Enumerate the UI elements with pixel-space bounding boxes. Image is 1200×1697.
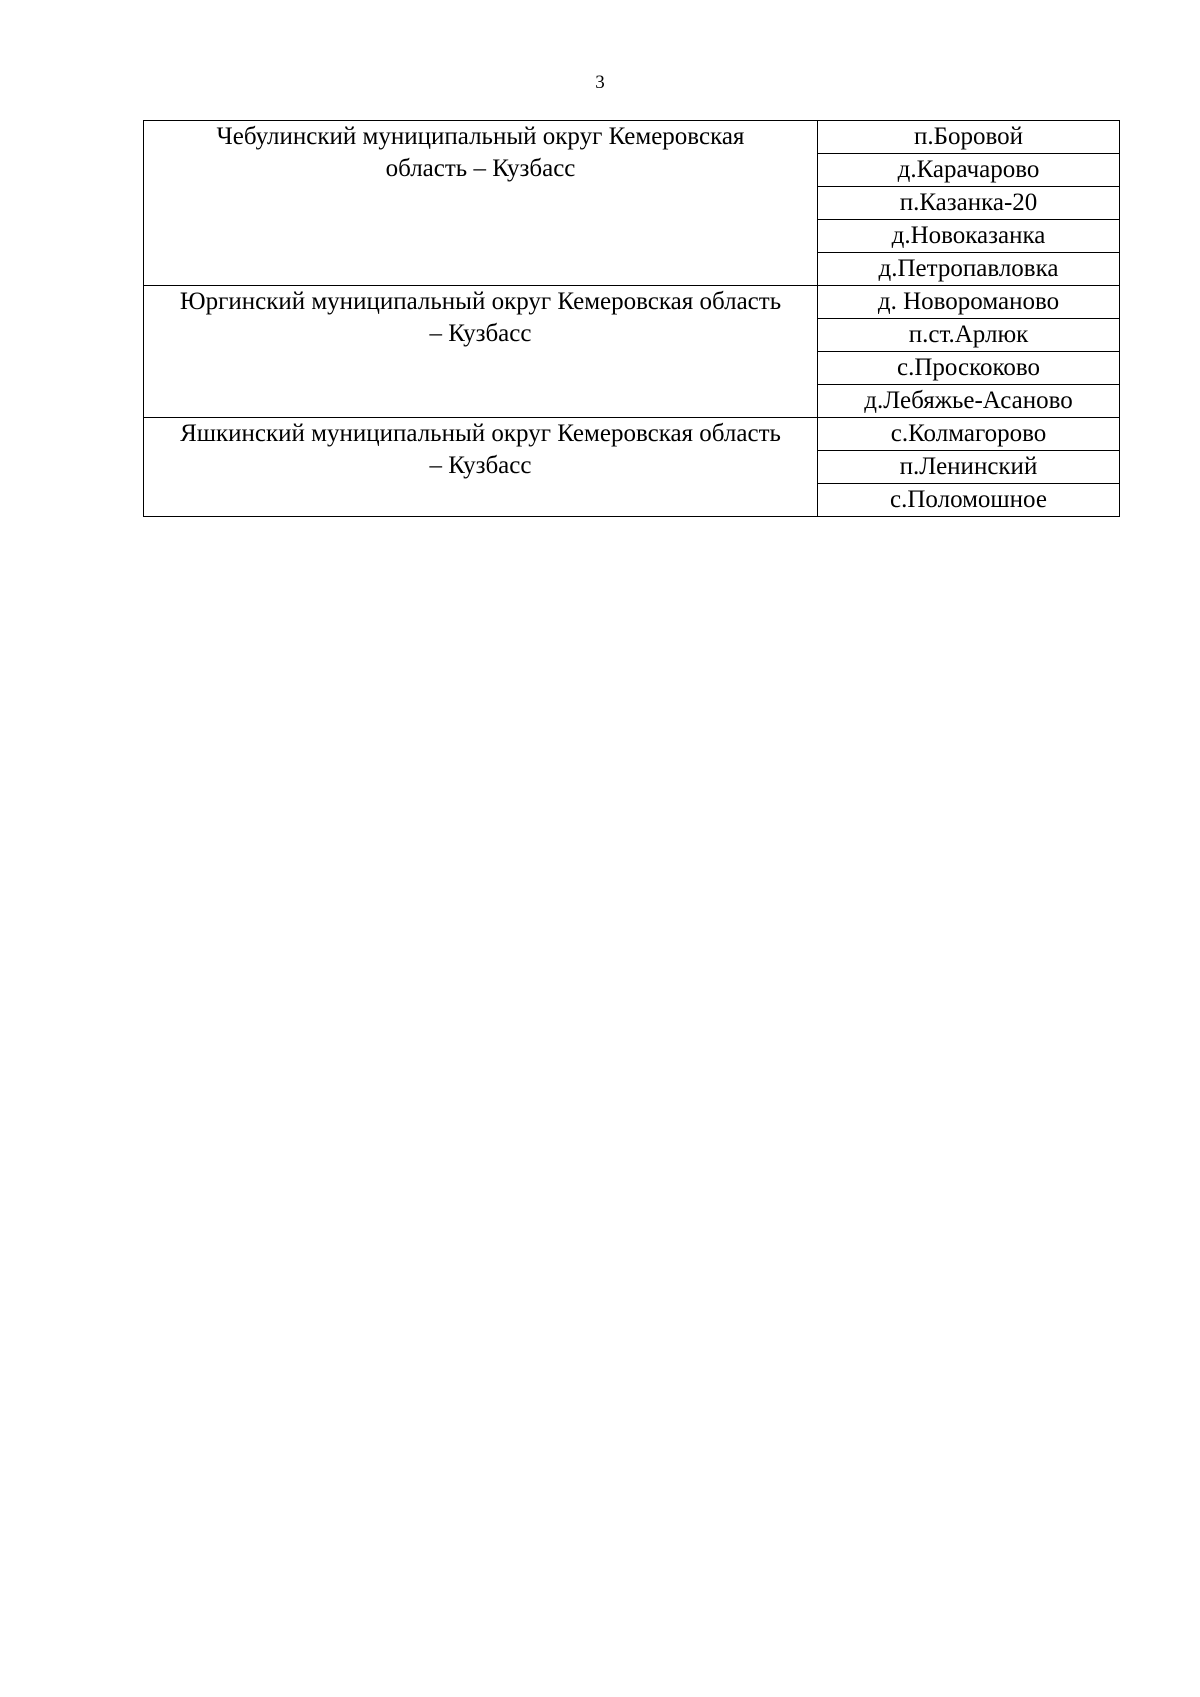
settlement-cell: с.Проскоково: [818, 352, 1120, 385]
settlements-table-body: [144, 121, 1120, 517]
district-cell: Юргинский муниципальный округ Кемеровская область – Кузбасс: [144, 286, 818, 418]
settlements-table: [143, 120, 1120, 517]
settlement-cell: п.ст.Арлюк: [818, 319, 1120, 352]
settlement-cell: д.Петропавловка: [818, 253, 1120, 286]
settlement-cell: д.Новоказанка: [818, 220, 1120, 253]
settlement-cell: с.Поломошное: [818, 484, 1120, 517]
district-cell: Яшкинский муниципальный округ Кемеровская область – Кузбасс: [144, 418, 818, 517]
settlement-cell: п.Ленинский: [818, 451, 1120, 484]
table-row: [144, 418, 1120, 451]
settlement-cell: д.Лебяжье-Асаново: [818, 385, 1120, 418]
settlement-cell: д.Карачарово: [818, 154, 1120, 187]
settlement-cell: п.Казанка-20: [818, 187, 1120, 220]
page-number: 3: [595, 72, 605, 93]
settlement-cell: д. Новороманово: [818, 286, 1120, 319]
district-cell: Чебулинский муниципальный округ Кемеровская область – Кузбасс: [144, 121, 818, 286]
table-row: [144, 121, 1120, 154]
settlement-cell: п.Боровой: [818, 121, 1120, 154]
table-row: [144, 286, 1120, 319]
settlement-cell: с.Колмагорово: [818, 418, 1120, 451]
